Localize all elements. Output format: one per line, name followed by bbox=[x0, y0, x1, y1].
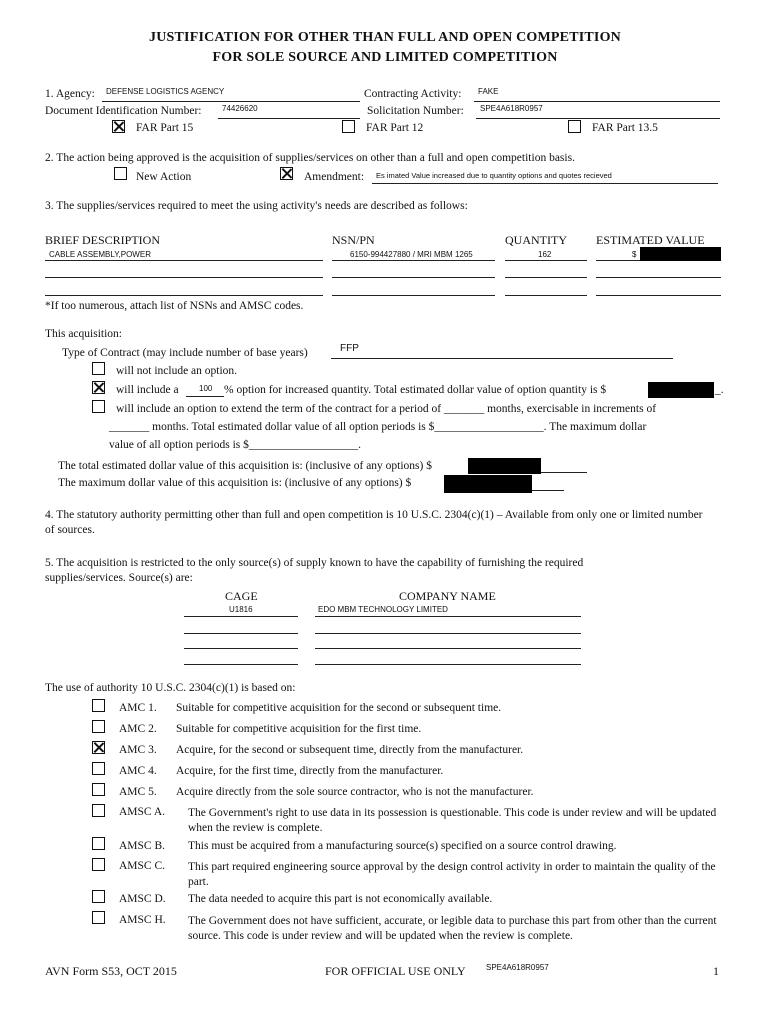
authority-heading: The use of authority 10 U.S.C. 2304(c)(1) is based on: bbox=[45, 682, 296, 694]
far12-label: FAR Part 12 bbox=[366, 122, 424, 134]
row1-quantity[interactable]: 162 bbox=[538, 250, 552, 259]
total-value-line bbox=[541, 472, 587, 473]
agency-value[interactable]: DEFENSE LOGISTICS AGENCY bbox=[106, 87, 225, 96]
far135-checkbox[interactable] bbox=[568, 120, 581, 133]
row2-value-line bbox=[596, 277, 721, 278]
amsc-b-code: AMSC B. bbox=[119, 840, 166, 852]
amc4-text: Acquire, for the first time, directly from the manufacturer. bbox=[176, 765, 444, 777]
qty-option-prefix: will include a bbox=[116, 384, 179, 396]
doc-id-line bbox=[218, 118, 360, 119]
amsc-a-text: The Government's right to use data in its possession is questionable. This code is under review and will be updated when the review is complete. bbox=[188, 807, 717, 834]
row2-nsn-line bbox=[332, 277, 495, 278]
contract-type-value[interactable]: FFP bbox=[340, 343, 359, 354]
amsc-a-code: AMSC A. bbox=[119, 806, 166, 818]
amsc-b-checkbox[interactable] bbox=[92, 837, 105, 850]
amsc-d-code: AMSC D. bbox=[119, 893, 166, 905]
cage-row4-line bbox=[184, 664, 298, 665]
amc5-checkbox[interactable] bbox=[92, 783, 105, 796]
term-option-checkbox[interactable] bbox=[92, 400, 105, 413]
solicitation-value[interactable]: SPE4A618R0957 bbox=[480, 104, 543, 113]
amendment-value[interactable]: Es imated Value increased due to quantity options and quotes recieved bbox=[376, 171, 612, 180]
contract-type-line bbox=[331, 358, 673, 359]
new-action-checkbox[interactable] bbox=[114, 167, 127, 180]
amsc-c-checkbox[interactable] bbox=[92, 858, 105, 871]
amsc-h-checkbox[interactable] bbox=[92, 911, 105, 924]
far15-checkbox[interactable] bbox=[112, 120, 125, 133]
max-value-text: The maximum dollar value of this acquisition is: (inclusive of any options) $ bbox=[58, 477, 412, 489]
col-cage-header: CAGE bbox=[225, 589, 258, 603]
far15-label: FAR Part 15 bbox=[136, 122, 194, 134]
amc4-checkbox[interactable] bbox=[92, 762, 105, 775]
amc5-code: AMC 5. bbox=[119, 786, 157, 798]
company-row4-line bbox=[315, 664, 581, 665]
company-row3-line bbox=[315, 648, 581, 649]
section2-text: 2. The action being approved is the acquisition of supplies/services on other than a full and open competition basis. bbox=[45, 152, 575, 164]
footer-notice: FOR OFFICIAL USE ONLY bbox=[325, 964, 466, 978]
amc3-text: Acquire, for the second or subsequent time, directly from the manufacturer. bbox=[176, 744, 524, 756]
qty-option-end: _. bbox=[715, 384, 724, 396]
footer-page-number: 1 bbox=[713, 964, 719, 978]
max-value-redaction bbox=[444, 475, 532, 493]
cage-row3-line bbox=[184, 648, 298, 649]
amsc-b-text: This must be acquired from a manufacturing source(s) specified on a source control drawing. bbox=[188, 840, 617, 852]
total-value-redaction bbox=[468, 458, 541, 474]
contract-type-label: Type of Contract (may include number of base years) bbox=[62, 347, 308, 359]
document-subtitle: FOR SOLE SOURCE AND LIMITED COMPETITION bbox=[212, 50, 558, 65]
amc4-code: AMC 4. bbox=[119, 765, 157, 777]
qty-option-suffix: % option for increased quantity. Total estimated dollar value of option quantity is $ bbox=[224, 384, 607, 396]
doc-id-value[interactable]: 74426620 bbox=[222, 104, 258, 113]
row1-value-redaction bbox=[640, 247, 721, 261]
row3-nsn-line bbox=[332, 295, 495, 296]
row3-value-line bbox=[596, 295, 721, 296]
amsc-d-checkbox[interactable] bbox=[92, 890, 105, 903]
total-value-text: The total estimated dollar value of this acquisition is: (inclusive of any options) $ bbox=[58, 460, 432, 472]
nsn-footnote: *If too numerous, attach list of NSNs and AMSC codes. bbox=[45, 300, 304, 312]
amsc-c-text: This part required engineering source approval by the design control activity in order to maintain the quality of the part. bbox=[188, 861, 716, 888]
row2-description-line bbox=[45, 277, 323, 278]
col-company-header: COMPANY NAME bbox=[399, 589, 496, 603]
amc1-code: AMC 1. bbox=[119, 702, 157, 714]
col-quantity-header: QUANTITY bbox=[505, 233, 567, 247]
far12-checkbox[interactable] bbox=[342, 120, 355, 133]
term-option-line1: will include an option to extend the term of the contract for a period of _______ months, exercisable in increments of bbox=[116, 403, 657, 415]
far135-label: FAR Part 13.5 bbox=[592, 122, 658, 134]
amendment-label: Amendment: bbox=[304, 171, 365, 183]
contracting-activity-line bbox=[474, 101, 720, 102]
amsc-h-text: The Government does not have sufficient, accurate, or legible data to purchase this part from other than the current source. This code is under review and will be updated when the review is complete. bbox=[188, 915, 717, 942]
no-option-checkbox[interactable] bbox=[92, 362, 105, 375]
row1-quantity-line bbox=[505, 260, 587, 261]
document-title: JUSTIFICATION FOR OTHER THAN FULL AND OPEN COMPETITION bbox=[149, 30, 621, 45]
cage-row1[interactable]: U1816 bbox=[229, 605, 253, 614]
company-row2-line bbox=[315, 633, 581, 634]
qty-option-percent-line bbox=[186, 396, 224, 397]
amc5-text: Acquire directly from the sole source contractor, who is not the manufacturer. bbox=[176, 786, 534, 798]
row3-quantity-line bbox=[505, 295, 587, 296]
qty-option-checkbox[interactable] bbox=[92, 381, 105, 394]
amendment-checkbox[interactable] bbox=[280, 167, 293, 180]
footer-form: AVN Form S53, OCT 2015 bbox=[45, 964, 177, 978]
amsc-d-text: The data needed to acquire this part is not economically available. bbox=[188, 893, 493, 905]
amc1-text: Suitable for competitive acquisition for the second or subsequent time. bbox=[176, 702, 502, 714]
amc2-text: Suitable for competitive acquisition for the first time. bbox=[176, 723, 422, 735]
cage-row2-line bbox=[184, 633, 298, 634]
amc1-checkbox[interactable] bbox=[92, 699, 105, 712]
solicitation-label: Solicitation Number: bbox=[367, 105, 464, 117]
footer-solicitation: SPE4A618R0957 bbox=[486, 963, 549, 972]
section3-text: 3. The supplies/services required to meet the using activity's needs are described as follows: bbox=[45, 200, 468, 212]
col-description-header: BRIEF DESCRIPTION bbox=[45, 233, 161, 247]
solicitation-line bbox=[476, 118, 720, 119]
row1-nsn[interactable]: 6150-994427880 / MRI MBM 1265 bbox=[350, 250, 473, 259]
col-value-header: ESTIMATED VALUE bbox=[596, 233, 705, 247]
company-row1[interactable]: EDO MBM TECHNOLOGY LIMITED bbox=[318, 605, 448, 614]
row1-nsn-line bbox=[332, 260, 495, 261]
row1-value-dollar: $ bbox=[632, 250, 637, 259]
section4-text: 4. The statutory authority permitting other than full and open competition is 10 U.S.C. 2304(c)(1) – Available from only one or limited number of sources. bbox=[45, 509, 703, 536]
max-value-line bbox=[532, 490, 564, 491]
row2-quantity-line bbox=[505, 277, 587, 278]
contracting-activity-value[interactable]: FAKE bbox=[478, 87, 499, 96]
row3-description-line bbox=[45, 295, 323, 296]
acquisition-heading: This acquisition: bbox=[45, 328, 122, 340]
company-row1-line bbox=[315, 616, 581, 617]
qty-option-percent[interactable]: 100 bbox=[199, 384, 213, 393]
contracting-activity-label: Contracting Activity: bbox=[364, 88, 462, 100]
col-nsn-header: NSN/PN bbox=[332, 233, 375, 247]
new-action-label: New Action bbox=[136, 171, 192, 183]
no-option-label: will not include an option. bbox=[116, 365, 238, 377]
amendment-line bbox=[372, 183, 718, 184]
agency-label: 1. Agency: bbox=[45, 88, 95, 100]
section5-text: 5. The acquisition is restricted to the only source(s) of supply known to have the capability of furnishing the required supplies/services. Source(s) are: bbox=[45, 557, 584, 584]
agency-field-line bbox=[102, 101, 360, 102]
cage-row1-line bbox=[184, 616, 298, 617]
row1-description[interactable]: CABLE ASSEMBLY,POWER bbox=[49, 250, 151, 259]
term-option-line2: _______ months. Total estimated dollar value of all option periods is $___________________. The maximum dollar bbox=[109, 421, 647, 433]
row1-description-line bbox=[45, 260, 323, 261]
doc-id-label: Document Identification Number: bbox=[45, 105, 202, 117]
amsc-a-checkbox[interactable] bbox=[92, 804, 105, 817]
amc3-code: AMC 3. bbox=[119, 744, 157, 756]
amc2-checkbox[interactable] bbox=[92, 720, 105, 733]
amsc-h-code: AMSC H. bbox=[119, 914, 166, 926]
amsc-c-code: AMSC C. bbox=[119, 860, 166, 872]
amc2-code: AMC 2. bbox=[119, 723, 157, 735]
term-option-line3: value of all option periods is $___________________. bbox=[109, 439, 362, 451]
amc3-checkbox[interactable] bbox=[92, 741, 105, 754]
qty-option-value-redaction bbox=[648, 382, 714, 398]
